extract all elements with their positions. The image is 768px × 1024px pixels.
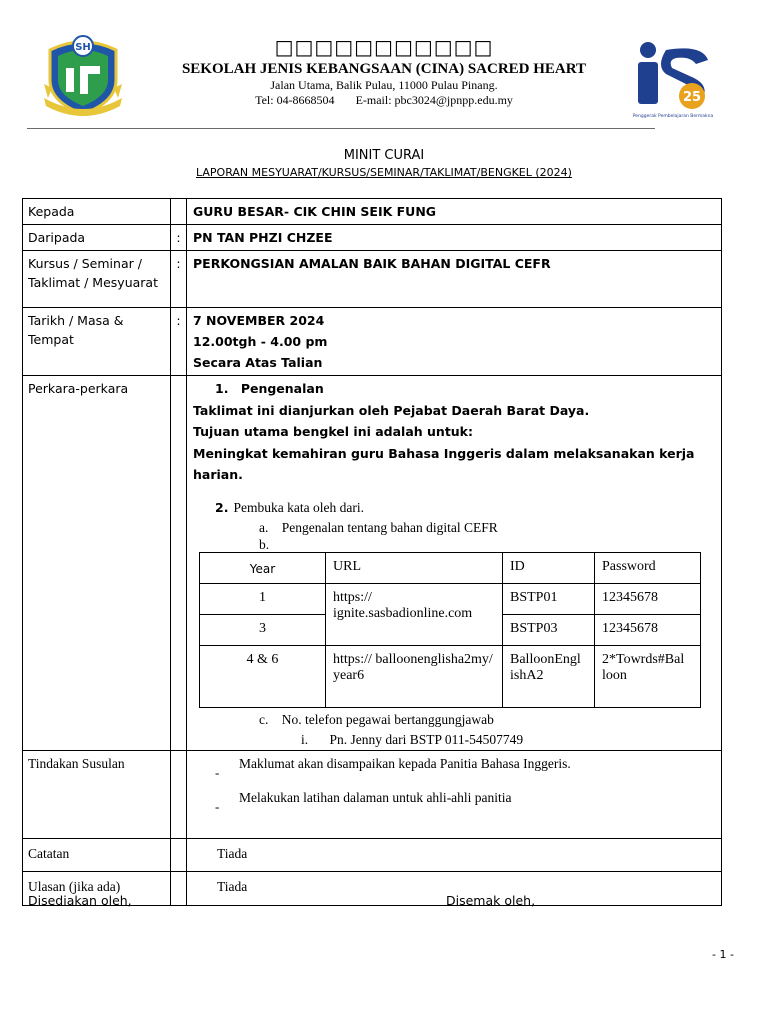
colon-tarikh: : [171, 308, 187, 376]
logo-number: 25 [682, 90, 702, 105]
colon-ulasan [171, 871, 187, 905]
value-daripada: PN TAN PHZI CHZEE [187, 225, 722, 251]
row-tindakan [23, 750, 722, 838]
label-kursus: Kursus / Seminar / Taklimat / Mesyuarat [23, 251, 171, 308]
item-1-line-3: Meningkat kemahiran guru Bahasa Inggeris dalam melaksanakan kerja harian. [193, 445, 695, 482]
item-1-line-2: Tujuan utama bengkel ini adalah untuk: [193, 424, 473, 439]
cell-id: BSTP03 [503, 614, 595, 645]
document-subtitle: LAPORAN MESYUARAT/KURSUS/SEMINAR/TAKLIMAT/BENGKEL (2024) [196, 166, 572, 179]
row-kursus [23, 251, 722, 308]
header-url: URL [326, 552, 503, 583]
item-2-number: 2. [215, 499, 229, 515]
sub-item-c-text: No. telefon pegawai bertanggungjawab [281, 711, 494, 727]
tindakan-item-2 [187, 788, 721, 814]
label-perkara: Perkara-perkara [23, 376, 171, 751]
label-tindakan: Tindakan Susulan [23, 750, 171, 838]
sub-item-i [187, 730, 721, 750]
cell-url[interactable]: https:// balloonenglisha2my/ year6 [326, 645, 503, 707]
sub-item-a-mark: a. [259, 519, 269, 535]
sub-item-c [187, 710, 721, 730]
logo-tagline: Penggerak Pembelajaran Bermakna [632, 114, 714, 119]
header-year: Year [200, 552, 326, 583]
value-tindakan [187, 750, 722, 838]
value-kepada: GURU BESAR- CIK CHIN SEIK FUNG [187, 199, 722, 225]
label-catatan: Catatan [23, 838, 171, 871]
cell-url[interactable]: https:// ignite.sasbadionline.com [326, 583, 503, 645]
table-row [200, 645, 701, 707]
row-perkara [23, 376, 722, 751]
tindakan-text-1: Maklumat akan disampaikan kepada Panitia Bahasa Inggeris. [239, 755, 571, 771]
row-catatan [23, 838, 722, 871]
sub-item-b [187, 538, 721, 552]
digital-material-table [199, 552, 701, 708]
document-title: MINIT CURAI [343, 148, 425, 163]
colon-perkara [171, 376, 187, 751]
cell-id: BalloonEngl ishA2 [503, 645, 595, 707]
meeting-time: 12.00tgh - 4.00 pm [193, 334, 328, 349]
meeting-date: 7 NOVEMBER 2024 [193, 313, 325, 328]
minutes-table [22, 198, 722, 906]
colon-kursus: : [171, 251, 187, 308]
row-daripada [23, 225, 722, 251]
school-email: E-mail: pbc3024@jpnpp.edu.my [355, 93, 513, 107]
value-catatan: Tiada [187, 838, 722, 871]
label-ulasan: Ulasan (jika ada) [23, 871, 171, 905]
cell-year: 3 [200, 614, 326, 645]
sub-item-a-text: Pengenalan tentang bahan digital CEFR [281, 519, 498, 535]
school-tel: Tel: 04-8668504 [255, 93, 335, 107]
item-1-title: Pengenalan [240, 381, 324, 396]
school-name: SEKOLAH JENIS KEBANGSAAN (CINA) SACRED HEART [181, 61, 587, 77]
sub-item-b-mark: b. [259, 536, 270, 552]
colon-tindakan [171, 750, 187, 838]
table-row [200, 583, 701, 614]
cell-password: 12345678 [595, 614, 701, 645]
cell-year: 4 & 6 [200, 645, 326, 707]
tindakan-text-2: Melakukan latihan dalaman untuk ahli-ahli panitia [239, 789, 512, 805]
cell-password: 12345678 [595, 583, 701, 614]
item-2-text: Pembuka kata oleh dari. [233, 499, 365, 515]
value-tarikh [187, 308, 722, 376]
value-kursus: PERKONGSIAN AMALAN BAIK BAHAN DIGITAL CEFR [187, 251, 722, 308]
colon-kepada [171, 199, 187, 225]
school-name-chinese: □□□□□□□□□□□ [274, 35, 494, 59]
label-tarikh: Tarikh / Masa & Tempat [23, 308, 171, 376]
header-password: Password [595, 552, 701, 583]
item-1-heading [193, 378, 721, 400]
colon-catatan [171, 838, 187, 871]
school-address: Jalan Utama, Balik Pulau, 11000 Pulau Pinang. [270, 78, 498, 92]
cell-year: 1 [200, 583, 326, 614]
row-kepada [23, 199, 722, 225]
value-ulasan: Tiada [187, 871, 722, 905]
label-kepada: Kepada [23, 199, 171, 225]
value-perkara [187, 376, 722, 751]
sub-item-a [187, 518, 721, 538]
header-divider [27, 128, 655, 129]
transformasi-sekolah-logo [632, 38, 714, 120]
item-2 [187, 496, 721, 518]
school-crest-logo [40, 28, 126, 116]
item-1-line-1: Taklimat ini dianjurkan oleh Pejabat Daerah Barat Daya. [193, 402, 590, 418]
page-number: - 1 - [712, 948, 734, 961]
school-contact [150, 93, 618, 107]
header-id: ID [503, 552, 595, 583]
tindakan-item-1 [187, 754, 721, 780]
tindakan-dash-1: - [215, 764, 220, 780]
sub-item-c-mark: c. [259, 711, 269, 727]
item-1-number: 1. [215, 381, 229, 396]
school-header [150, 34, 618, 107]
cell-password: 2*Towrds#Bal loon [595, 645, 701, 707]
digital-table-header [200, 552, 701, 583]
sub-item-i-text: Pn. Jenny dari BSTP 011-54507749 [329, 731, 524, 747]
meeting-place: Secara Atas Talian [193, 355, 323, 370]
row-tarikh [23, 308, 722, 376]
crest-letters: SH [75, 42, 91, 53]
tindakan-dash-2: - [215, 798, 220, 814]
sub-item-i-mark: i. [301, 731, 309, 747]
checked-by-label: Disemak oleh, [446, 893, 536, 908]
label-daripada: Daripada [23, 225, 171, 251]
cell-id: BSTP01 [503, 583, 595, 614]
prepared-by-label: Disediakan oleh, [28, 893, 132, 908]
colon-daripada: : [171, 225, 187, 251]
